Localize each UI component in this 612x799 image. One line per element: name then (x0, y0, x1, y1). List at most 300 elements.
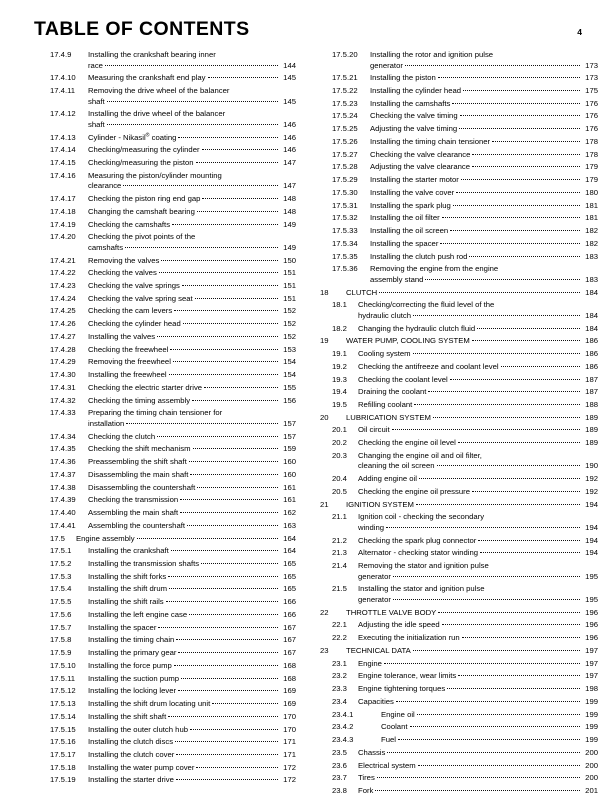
toc-entry-page: 153 (283, 344, 296, 354)
toc-entry-line-final (370, 61, 598, 72)
toc-entry-title: LUBRICATION SYSTEM (346, 412, 431, 422)
toc-entry-line-final (370, 124, 598, 135)
toc-entry-page: 195 (585, 595, 598, 604)
toc-entry-page: 155 (283, 382, 296, 392)
toc-entry-body (358, 671, 598, 682)
toc-entry-number: 17.4.10 (50, 73, 76, 83)
toc-entry-line-final (88, 584, 296, 595)
toc-entry[interactable] (38, 763, 296, 774)
toc-entry-title: Installing the timing chain (88, 635, 175, 645)
toc-entry-number: 23.3 (332, 684, 347, 694)
toc-entry-page: 159 (283, 444, 296, 454)
toc-entry-line (358, 561, 598, 572)
toc-entry-number: 23.4.1 (332, 709, 354, 719)
toc-entry[interactable] (320, 474, 598, 485)
toc-entry-number: 17.5.18 (50, 762, 76, 772)
toc-entry[interactable] (38, 145, 296, 156)
toc-entry[interactable] (38, 725, 296, 736)
toc-entry-number: 17.5.10 (50, 660, 76, 670)
toc-entry[interactable] (320, 684, 598, 695)
toc-entry-number: 17.4.32 (50, 395, 76, 405)
toc-entry-line-final (370, 150, 598, 161)
toc-entry-title: Disassembling the main shaft (88, 469, 189, 479)
toc-entry-line-final (358, 400, 598, 411)
toc-entry[interactable] (38, 737, 296, 748)
dot-leader (105, 65, 278, 66)
toc-entry[interactable] (320, 50, 598, 71)
dot-leader (190, 474, 278, 475)
dot-leader (171, 550, 278, 551)
toc-entry-body (370, 73, 598, 84)
toc-entry-number: 17.5.8 (50, 635, 72, 645)
toc-entry-line-final (88, 268, 296, 279)
toc-entry-line-final (88, 133, 296, 144)
toc-entry-body (358, 620, 598, 631)
toc-entry-title: Changing the camshaft bearing (88, 206, 195, 216)
toc-entry[interactable] (38, 623, 296, 634)
toc-entry-title: TECHNICAL DATA (346, 645, 411, 655)
toc-entry-line-final (358, 748, 598, 759)
toc-entry-line-final (88, 97, 296, 108)
toc-entry-page: 172 (283, 775, 296, 785)
toc-entry[interactable] (320, 226, 598, 237)
toc-entry-title: Installing the shift shaft (88, 711, 167, 721)
toc-entry-line-final (88, 370, 296, 381)
toc-entry-page: 160 (283, 469, 296, 479)
dot-leader (472, 340, 580, 341)
toc-entry[interactable] (38, 635, 296, 646)
toc-entry-body (88, 470, 296, 481)
dot-leader (428, 391, 580, 392)
toc-entry-line-final (88, 470, 296, 481)
toc-entry-line-final (358, 761, 598, 772)
toc-entry[interactable] (38, 661, 296, 672)
toc-entry-body (88, 432, 296, 443)
toc-entry-title: Installing the rotor and ignition pulse (370, 50, 494, 59)
toc-entry-page: 164 (283, 546, 296, 556)
toc-entry[interactable] (38, 220, 296, 231)
toc-entry[interactable] (38, 319, 296, 330)
toc-entry[interactable] (38, 73, 296, 84)
toc-entry[interactable] (320, 512, 598, 533)
toc-entry-title: Installing the primary gear (88, 648, 177, 658)
toc-entry[interactable] (320, 608, 598, 619)
dot-leader (208, 77, 278, 78)
toc-entry-line-final (88, 610, 296, 621)
toc-entry-line-final (358, 362, 598, 373)
toc-entry[interactable] (38, 457, 296, 468)
dot-leader (433, 417, 580, 418)
toc-entry-page: 195 (585, 571, 598, 581)
toc-entry-line-final (370, 111, 598, 122)
toc-entry[interactable] (320, 735, 598, 746)
dot-leader (458, 675, 580, 676)
toc-entry[interactable] (320, 536, 598, 547)
toc-entry-title: Installing the piston (370, 73, 436, 83)
toc-entry-line-final (358, 375, 598, 386)
page-header (34, 18, 590, 44)
toc-entry-body (358, 633, 598, 644)
dot-leader (107, 101, 278, 102)
toc-entry[interactable] (320, 710, 598, 721)
toc-entry-body (370, 213, 598, 224)
dot-leader (189, 461, 278, 462)
toc-entry-line-final (358, 548, 598, 559)
toc-entry[interactable] (320, 375, 598, 386)
toc-entry-page: 151 (283, 293, 296, 303)
toc-entry[interactable] (38, 648, 296, 659)
dot-leader (181, 678, 278, 679)
toc-entry-line (88, 50, 296, 61)
toc-entry[interactable] (38, 432, 296, 443)
dot-leader (478, 540, 580, 541)
toc-entry[interactable] (38, 357, 296, 368)
toc-entry-title: Ignition coil - checking the secondary (358, 512, 485, 522)
toc-entry[interactable] (38, 281, 296, 292)
toc-entry[interactable] (320, 349, 598, 360)
toc-entry[interactable] (320, 201, 598, 212)
toc-entry[interactable] (320, 324, 598, 335)
toc-entry-page: 196 (585, 607, 598, 617)
toc-entry-page: 186 (585, 349, 598, 359)
toc-entry-number: 17.4.12 (50, 109, 76, 119)
toc-entry[interactable] (38, 775, 296, 786)
toc-entry-line-final (370, 275, 598, 286)
toc-entry[interactable] (320, 387, 598, 398)
toc-entry[interactable] (320, 786, 598, 797)
dot-leader (166, 601, 278, 602)
toc-entry-title: Installing the spark plug (370, 200, 451, 210)
toc-entry[interactable] (320, 722, 598, 733)
toc-entry-body (88, 457, 296, 468)
toc-entry-body (88, 444, 296, 455)
toc-entry[interactable] (38, 408, 296, 429)
toc-entry[interactable] (320, 362, 598, 373)
toc-entry[interactable] (320, 111, 598, 122)
toc-entry-page: 171 (283, 750, 296, 759)
toc-entry-title: Engine oil (381, 709, 415, 719)
toc-entry[interactable] (320, 175, 598, 186)
toc-entry-title: Changing the hydraulic clutch fluid (358, 323, 476, 333)
toc-entry[interactable] (320, 561, 598, 582)
toc-entry-title: Electrical system (358, 760, 416, 770)
toc-entry[interactable] (38, 194, 296, 205)
dot-leader (472, 166, 580, 167)
toc-entry-line-final (88, 699, 296, 710)
toc-entry-page: 152 (283, 331, 296, 341)
toc-entry[interactable] (320, 646, 598, 657)
toc-entry[interactable] (38, 686, 296, 697)
toc-entry[interactable] (320, 548, 598, 559)
dot-leader (472, 154, 580, 155)
toc-entry[interactable] (320, 264, 598, 285)
toc-entry[interactable] (38, 750, 296, 761)
dot-leader (176, 754, 278, 755)
toc-entry[interactable] (320, 620, 598, 631)
dot-leader (458, 442, 580, 443)
toc-entry-body (88, 725, 296, 736)
toc-entry-page: 194 (585, 499, 598, 509)
toc-entry[interactable] (320, 300, 598, 321)
dot-leader (463, 90, 580, 91)
toc-entry[interactable] (320, 137, 598, 148)
toc-entry-number: 17.5 (50, 533, 65, 543)
toc-entry-page: 152 (283, 319, 296, 329)
toc-entry-line-final (370, 213, 598, 224)
toc-entry-number: 20.1 (332, 425, 347, 435)
toc-entry-page: 147 (283, 158, 296, 168)
toc-entry-title: Checking the shift mechanism (88, 444, 191, 454)
toc-entry-line-final (358, 474, 598, 485)
toc-entry[interactable] (320, 451, 598, 472)
toc-entry-body (358, 584, 598, 605)
toc-entry[interactable] (38, 158, 296, 169)
toc-entry[interactable] (320, 584, 598, 605)
toc-entry[interactable] (320, 671, 598, 682)
dot-leader (419, 478, 580, 479)
toc-entry-line-final (370, 226, 598, 237)
toc-entry[interactable] (38, 171, 296, 192)
toc-entry-title: Checking the pivot points of the (88, 232, 196, 242)
toc-entry-title: shaft (88, 119, 105, 129)
dot-leader (469, 256, 580, 257)
dot-leader (168, 576, 278, 577)
toc-entry[interactable] (320, 99, 598, 110)
toc-entry-number: 23 (320, 645, 329, 655)
toc-entry-title: Checking the valve timing (370, 111, 458, 121)
toc-entry-page: 180 (585, 187, 598, 197)
toc-entry-title: Checking the piston ring end gap (88, 194, 201, 204)
toc-entry-number: 17.4.27 (50, 331, 76, 341)
toc-entry-title: Checking the valve springs (88, 281, 180, 291)
toc-entry-page: 199 (585, 722, 598, 732)
toc-entry-number: 17.4.33 (50, 408, 76, 418)
toc-entry[interactable] (320, 438, 598, 449)
toc-entry-title: clearance (88, 181, 122, 191)
toc-entry-page: 146 (283, 145, 296, 155)
toc-entry[interactable] (38, 444, 296, 455)
toc-entry-body (88, 73, 296, 84)
toc-entry[interactable] (320, 761, 598, 772)
toc-entry-line-final (88, 635, 296, 646)
toc-entry-line-final (358, 324, 598, 335)
toc-entry-page: 176 (585, 124, 598, 134)
toc-entry[interactable] (320, 252, 598, 263)
toc-entry-title: Installing the suction pump (88, 673, 180, 683)
toc-entry-page: 182 (585, 238, 598, 248)
toc-entry[interactable] (320, 413, 598, 424)
toc-entry[interactable] (38, 133, 296, 144)
toc-entry-number: 17.5.12 (50, 686, 76, 696)
toc-entry[interactable] (38, 370, 296, 381)
toc-entry-title: Installing the drive wheel of the balancer (88, 109, 226, 119)
toc-entry-line-final (88, 750, 296, 761)
dot-leader (384, 663, 580, 664)
toc-entry-line-final (88, 623, 296, 634)
toc-entry[interactable] (320, 633, 598, 644)
toc-entry-body (88, 194, 296, 205)
toc-entry-title: Adjusting the idle speed (358, 620, 440, 630)
toc-entry[interactable] (38, 396, 296, 407)
toc-entry[interactable] (320, 659, 598, 670)
toc-entry-body (88, 572, 296, 583)
toc-entry-number: 17.4.14 (50, 145, 76, 155)
toc-entry[interactable] (38, 559, 296, 570)
toc-entry[interactable] (320, 425, 598, 436)
toc-entry-number: 17.5.24 (332, 111, 358, 121)
toc-entry[interactable] (320, 487, 598, 498)
toc-entry-number: 18 (320, 287, 329, 297)
toc-entry-line-final (88, 712, 296, 723)
toc-entry[interactable] (320, 86, 598, 97)
toc-entry[interactable] (320, 239, 598, 250)
toc-entry-number: 17.4.38 (50, 482, 76, 492)
toc-entry[interactable] (38, 610, 296, 621)
dot-leader (169, 588, 278, 589)
toc-entry-page: 168 (283, 673, 296, 683)
toc-entry-line-final (88, 597, 296, 608)
toc-entry[interactable] (320, 748, 598, 759)
toc-entry-title: Checking the spark plug connector (358, 535, 477, 545)
toc-entry-line-final (370, 99, 598, 110)
toc-entry[interactable] (38, 674, 296, 685)
dot-leader (161, 260, 278, 261)
toc-entry-title: Installing the spacer (88, 622, 157, 632)
toc-entry-body (88, 145, 296, 156)
toc-entry-number: 17.4.20 (50, 232, 76, 242)
toc-entry[interactable] (38, 495, 296, 506)
toc-entry-body (88, 158, 296, 169)
toc-entry[interactable] (38, 109, 296, 130)
toc-entry[interactable] (320, 500, 598, 511)
dot-leader (157, 336, 278, 337)
toc-entry[interactable] (320, 336, 598, 347)
toc-entry[interactable] (38, 712, 296, 723)
toc-entry[interactable] (38, 294, 296, 305)
toc-entry-line-final (88, 661, 296, 672)
toc-entry[interactable] (38, 508, 296, 519)
toc-entry-title: Capacities (358, 696, 394, 706)
toc-entry-line-final (88, 120, 296, 131)
toc-entry[interactable] (38, 546, 296, 557)
toc-entry-page: 168 (283, 660, 296, 670)
toc-entry[interactable] (320, 150, 598, 161)
toc-entry-title: Installing the clutch push rod (370, 251, 468, 261)
toc-entry-line-final (76, 534, 296, 545)
toc-entry-page: 154 (283, 370, 296, 380)
dot-leader (405, 65, 580, 66)
toc-entry-line-final (358, 595, 598, 606)
toc-entry-line-final (358, 671, 598, 682)
toc-entry-title: Checking the camshafts (88, 219, 171, 229)
toc-entry[interactable] (38, 256, 296, 267)
toc-entry[interactable] (38, 383, 296, 394)
dot-leader (392, 429, 580, 430)
toc-entry-body (370, 264, 598, 285)
toc-entry[interactable] (38, 345, 296, 356)
toc-entry[interactable] (320, 773, 598, 784)
toc-entry-line-final (381, 710, 598, 721)
dot-leader (204, 387, 278, 388)
toc-entry-body (88, 495, 296, 506)
toc-entry-line-final (88, 419, 296, 430)
toc-entry[interactable] (320, 73, 598, 84)
toc-entry-title: WATER PUMP, COOLING SYSTEM (346, 336, 470, 346)
toc-entry-body (88, 332, 296, 343)
toc-entry[interactable] (38, 268, 296, 279)
toc-entry-page: 186 (585, 336, 598, 346)
toc-entry-body (358, 451, 598, 472)
toc-entry-title: Coolant (381, 722, 408, 732)
toc-entry-page: 165 (283, 571, 296, 581)
toc-entry[interactable] (38, 584, 296, 595)
dot-leader (438, 77, 580, 78)
toc-entry[interactable] (320, 188, 598, 199)
toc-entry-line-final (370, 175, 598, 186)
toc-entry[interactable] (320, 288, 598, 299)
toc-entry[interactable] (38, 306, 296, 317)
toc-entry[interactable] (320, 213, 598, 224)
toc-entry-page: 144 (283, 60, 296, 70)
toc-entry-page: 148 (283, 194, 296, 204)
toc-entry-title: Chassis (358, 747, 386, 757)
toc-entry[interactable] (38, 86, 296, 107)
dot-leader (173, 361, 278, 362)
toc-entry-title: Checking the valves (88, 268, 157, 278)
toc-entry-page: 167 (283, 648, 296, 658)
dot-leader (387, 752, 580, 753)
toc-entry[interactable] (38, 699, 296, 710)
toc-entry-number: 17.4.16 (50, 170, 76, 180)
toc-entry-line-final (88, 483, 296, 494)
toc-entry-title: Engine (358, 658, 382, 668)
toc-entry[interactable] (38, 597, 296, 608)
toc-entry[interactable] (38, 232, 296, 253)
toc-entry[interactable] (38, 521, 296, 532)
toc-entry-body (358, 548, 598, 559)
toc-entry-line-final (88, 332, 296, 343)
toc-entry[interactable] (320, 124, 598, 135)
toc-entry-line-final (346, 608, 598, 619)
toc-entry[interactable] (38, 207, 296, 218)
toc-entry-line-final (88, 737, 296, 748)
toc-entry-number: 17.5.22 (332, 86, 358, 96)
toc-entry-title: Oil circuit (358, 425, 390, 435)
toc-entry-number: 21.2 (332, 535, 347, 545)
toc-entry[interactable] (320, 162, 598, 173)
toc-entry-page: 173 (585, 73, 598, 83)
toc-entry-line-final (381, 722, 598, 733)
toc-entry[interactable] (320, 400, 598, 411)
toc-entry-body (358, 536, 598, 547)
toc-entry-page: 183 (585, 251, 598, 261)
dot-leader (501, 366, 580, 367)
toc-entry-page: 149 (283, 219, 296, 229)
dot-leader (212, 703, 278, 704)
toc-entry-page: 194 (585, 548, 598, 558)
dot-leader (178, 137, 278, 138)
toc-entry[interactable] (38, 534, 296, 545)
toc-entry[interactable] (38, 50, 296, 71)
toc-entry[interactable] (38, 483, 296, 494)
toc-entry[interactable] (320, 697, 598, 708)
dot-leader (193, 448, 278, 449)
dot-leader (416, 504, 580, 505)
toc-entry[interactable] (38, 572, 296, 583)
toc-entry[interactable] (38, 470, 296, 481)
toc-entry[interactable] (38, 332, 296, 343)
toc-entry-line-final (88, 521, 296, 532)
